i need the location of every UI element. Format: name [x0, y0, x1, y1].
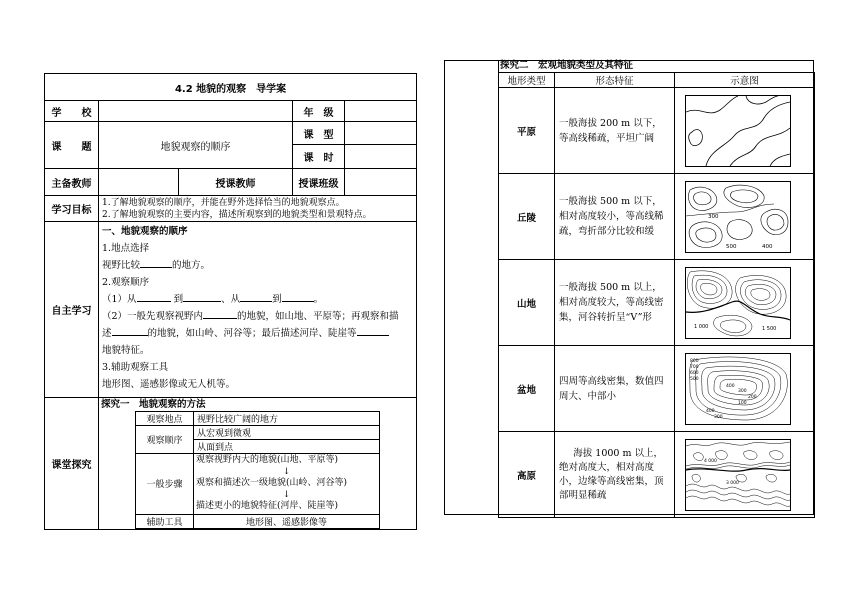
- type-label: 课 型: [293, 122, 345, 145]
- contour-label: 800: [690, 358, 699, 364]
- s3-text: 地形图、遥感影像或无人机等。: [102, 379, 236, 390]
- steps-label: 一般步骤: [136, 454, 194, 515]
- s2-text: 述: [102, 328, 112, 339]
- order-value-2: 从面到点: [194, 440, 380, 454]
- blank-field[interactable]: [357, 335, 389, 336]
- topic-label: 课 题: [45, 122, 99, 169]
- s1-title: 1.地点选择: [102, 243, 150, 254]
- tools-label: 辅助工具: [136, 514, 194, 528]
- period-label: 课 时: [293, 145, 345, 169]
- s2-text: 的地貌，如山地、平原等；再观察和描: [237, 311, 399, 322]
- contour-label: 400: [726, 383, 735, 389]
- landform-diagram: [675, 174, 815, 260]
- s2-text: （1）从: [102, 294, 137, 305]
- s2-title: 2.观察顺序: [102, 277, 150, 288]
- order-value-1: 从宏观到微观: [194, 426, 380, 440]
- goal-line-2: 2.了解地貌观察的主要内容，描述所观察到的地貌类型和景观特点。: [102, 209, 372, 220]
- s2-line-4: 地貌特征。: [102, 345, 150, 356]
- contour-label: 300: [738, 388, 747, 394]
- contour-label: 700: [690, 364, 699, 370]
- contour-label: 400: [762, 243, 773, 250]
- s3-title: 3.辅助观察工具: [102, 362, 169, 373]
- s2-text: 。: [313, 294, 324, 305]
- explore-two-heading: 探究二 宏观地貌类型及其特征: [500, 60, 634, 71]
- landform-row-plain: [499, 88, 815, 174]
- col-diagram-header: 示意图: [675, 73, 815, 88]
- landform-type: 盆地: [499, 346, 555, 432]
- place-label: 观察地点: [136, 412, 194, 426]
- page-title: 4.2 地貌的观察 导学案: [45, 74, 417, 101]
- landform-diagram: [675, 260, 815, 346]
- class-explore-content: [99, 398, 417, 530]
- landform-feature: 四周等高线密集，数值四周大、中部小: [555, 346, 675, 432]
- goal-line-1: 1.了解地貌观察的顺序，并能在野外选择恰当的地貌观察点。: [102, 197, 345, 208]
- s1-line: [102, 257, 413, 274]
- col-feature-header: 形态特征: [555, 73, 675, 88]
- period-value[interactable]: [345, 145, 417, 169]
- landform-diagram: [675, 88, 815, 174]
- lecture-teacher-label: 授课教师: [179, 169, 293, 196]
- blank-field[interactable]: [112, 335, 148, 336]
- step-2: 观察和描述次一级地貌(山岭、河谷等): [196, 478, 348, 488]
- contour-label: 100: [738, 400, 747, 406]
- contour-label: 400: [706, 408, 715, 414]
- contour-label: 3 000: [726, 480, 739, 486]
- s2-line-3: [102, 325, 413, 342]
- grade-label: 年 级: [293, 101, 345, 122]
- class-value[interactable]: [345, 169, 417, 196]
- contour-label: 500: [726, 243, 737, 250]
- landform-row-mountain: [499, 260, 815, 346]
- landform-feature: 海拔 1000 m 以上，绝对高度大，相对高度小，边缘等高线密集，顶部明显稀疏: [555, 432, 675, 518]
- class-label: 授课班级: [293, 169, 345, 196]
- self-study-heading: 一、地貌观察的顺序: [102, 226, 188, 237]
- blank-field[interactable]: [240, 301, 272, 302]
- plateau-contour-map: [685, 439, 791, 511]
- landform-diagram: [675, 432, 815, 518]
- order-label: 观察顺序: [136, 426, 194, 454]
- self-study-content: [99, 222, 417, 398]
- left-table: [44, 73, 417, 530]
- hill-contour-map: [685, 181, 791, 253]
- method-table: [135, 411, 380, 529]
- goals-content: [99, 196, 417, 222]
- landform-row-plateau: [499, 432, 815, 518]
- explore-one-heading: 探究一 地貌观察的方法: [101, 399, 206, 410]
- school-label: 学 校: [45, 101, 99, 122]
- landform-row-basin: [499, 346, 815, 432]
- blank-field[interactable]: [140, 267, 172, 268]
- basin-contour-map: [685, 353, 791, 425]
- main-teacher-value[interactable]: [99, 169, 179, 196]
- landform-feature: 一般海拔 500 m 以上，相对高度较大，等高线密集，河谷转折呈“V”形: [555, 260, 675, 346]
- landform-row-hill: [499, 174, 815, 260]
- s1-text-b: 的地方。: [172, 260, 211, 271]
- landform-feature: 一般海拔 200 m 以下，等高线稀疏，平坦广阔: [555, 88, 675, 174]
- blank-field[interactable]: [183, 301, 221, 302]
- contour-label: 600: [690, 370, 699, 376]
- school-value[interactable]: [99, 101, 293, 122]
- main-teacher-label: 主备教师: [45, 169, 99, 196]
- plain-contour-map: [685, 95, 791, 167]
- contour-label: 1 000: [694, 323, 709, 330]
- blank-field[interactable]: [203, 318, 237, 319]
- arrow-down-icon: ↓: [282, 466, 291, 477]
- s2-text: 、从: [221, 294, 241, 305]
- contour-label: 200: [748, 394, 757, 400]
- s2-line-1: [102, 291, 413, 308]
- goals-label: 学习目标: [45, 196, 99, 222]
- s2-text: （2）一般先观察视野内: [102, 311, 204, 322]
- contour-label: 500: [690, 376, 699, 382]
- topic-value: 地貌观察的顺序: [99, 122, 293, 169]
- step-3: 描述更小的地貌特征(河岸、陡崖等): [196, 501, 339, 511]
- landform-type: 丘陵: [499, 174, 555, 260]
- steps-value: [194, 454, 380, 515]
- contour-label: 4 000: [704, 458, 717, 464]
- step-1: 观察视野内大的地貌(山地、平原等): [196, 455, 339, 465]
- blank-field[interactable]: [282, 301, 314, 302]
- s1-text-a: 视野比较: [102, 260, 141, 271]
- arrow-down-icon: ↓: [282, 489, 291, 500]
- col-type-header: 地形类型: [499, 73, 555, 88]
- landform-table: [498, 72, 815, 518]
- landform-type: 山地: [499, 260, 555, 346]
- tools-value: 地形图、遥感影像等: [194, 514, 380, 528]
- type-value[interactable]: [345, 122, 417, 145]
- contour-label: 300: [708, 213, 719, 220]
- left-worksheet: [44, 73, 416, 530]
- s2-line-2: [102, 308, 413, 325]
- landform-type: 高原: [499, 432, 555, 518]
- landform-type: 平原: [499, 88, 555, 174]
- contour-label: 1 500: [762, 325, 777, 332]
- right-worksheet: [498, 60, 814, 518]
- grade-value[interactable]: [345, 101, 417, 122]
- landform-diagram: [675, 346, 815, 432]
- mountain-contour-map: [685, 267, 791, 339]
- class-explore-label: 课堂探究: [45, 398, 99, 530]
- landform-feature: 一般海拔 500 m 以下，相对高度较小，等高线稀疏，弯折部分比较和缓: [555, 174, 675, 260]
- place-value: 视野比较广阔的地方: [194, 412, 380, 426]
- blank-field[interactable]: [137, 301, 171, 302]
- contour-label: 300: [714, 414, 723, 420]
- s2-text: 到: [272, 294, 282, 305]
- s2-text: 到: [173, 294, 184, 305]
- self-study-label: 自主学习: [45, 222, 99, 398]
- s2-text: 的地貌，如山岭、河谷等；最后描述河岸、陡崖等: [147, 328, 357, 339]
